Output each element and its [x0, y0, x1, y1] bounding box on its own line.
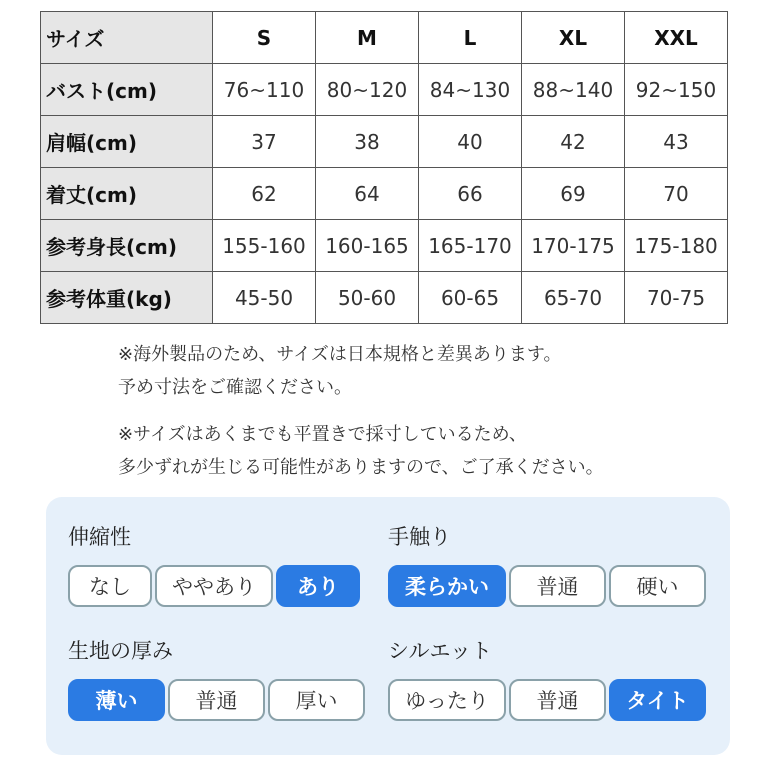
size-table — [40, 11, 728, 324]
size-note — [118, 338, 738, 404]
table-cell: 45-50 — [213, 272, 316, 324]
note-line: 多少ずれが生じる可能性がありますので、ご了承ください。 — [118, 457, 604, 478]
table-cell: 70-75 — [625, 272, 728, 324]
touch-option[interactable]: 硬い — [609, 565, 706, 607]
size-header-s: S — [213, 12, 316, 64]
stretch-option[interactable]: なし — [68, 565, 152, 607]
touch-title: 手触り — [388, 525, 451, 549]
thickness-group — [68, 637, 368, 721]
table-cell: 92~150 — [625, 64, 728, 116]
row-label: 参考体重(kg) — [41, 272, 213, 324]
stretch-group — [68, 523, 363, 607]
table-row — [41, 116, 728, 168]
stretch-option[interactable]: ややあり — [155, 565, 273, 607]
table-cell: 40 — [419, 116, 522, 168]
table-row — [41, 272, 728, 324]
silhouette-option[interactable]: ゆったり — [388, 679, 506, 721]
table-header-row — [41, 12, 728, 64]
table-row — [41, 220, 728, 272]
silhouette-option[interactable]: タイト — [609, 679, 706, 721]
note-line: ※海外製品のため、サイズは日本規格と差異あります。 — [118, 344, 562, 365]
fabric-attributes-panel — [46, 497, 730, 755]
table-cell: 155-160 — [213, 220, 316, 272]
table-cell: 160-165 — [316, 220, 419, 272]
table-cell: 70 — [625, 168, 728, 220]
thickness-option[interactable]: 普通 — [168, 679, 265, 721]
table-cell: 65-70 — [522, 272, 625, 324]
table-cell: 42 — [522, 116, 625, 168]
table-cell: 60-65 — [419, 272, 522, 324]
row-label: 参考身長(cm) — [41, 220, 213, 272]
silhouette-option[interactable]: 普通 — [509, 679, 606, 721]
measurement-note — [118, 418, 738, 484]
table-cell: 64 — [316, 168, 419, 220]
silhouette-title: シルエット — [388, 639, 493, 663]
table-cell: 175-180 — [625, 220, 728, 272]
table-cell: 84~130 — [419, 64, 522, 116]
stretch-title: 伸縮性 — [68, 525, 131, 549]
size-header-xl: XL — [522, 12, 625, 64]
row-label: 着丈(cm) — [41, 168, 213, 220]
touch-option[interactable]: 柔らかい — [388, 565, 506, 607]
table-cell: 50-60 — [316, 272, 419, 324]
touch-option[interactable]: 普通 — [509, 565, 606, 607]
thickness-title: 生地の厚み — [68, 639, 173, 663]
table-cell: 76~110 — [213, 64, 316, 116]
row-label: バスト(cm) — [41, 64, 213, 116]
stretch-option[interactable]: あり — [276, 565, 360, 607]
thickness-option[interactable]: 薄い — [68, 679, 165, 721]
size-header-m: M — [316, 12, 419, 64]
table-cell: 69 — [522, 168, 625, 220]
note-line: 予め寸法をご確認ください。 — [118, 377, 352, 398]
table-cell: 80~120 — [316, 64, 419, 116]
thickness-option[interactable]: 厚い — [268, 679, 365, 721]
note-line: ※サイズはあくまでも平置きで採寸しているため、 — [118, 424, 527, 445]
table-row — [41, 64, 728, 116]
row-label: 肩幅(cm) — [41, 116, 213, 168]
table-cell: 170-175 — [522, 220, 625, 272]
size-header-xxl: XXL — [625, 12, 728, 64]
table-cell: 66 — [419, 168, 522, 220]
touch-group — [388, 523, 709, 607]
table-cell: 165-170 — [419, 220, 522, 272]
table-row — [41, 168, 728, 220]
table-cell: 88~140 — [522, 64, 625, 116]
table-cell: 43 — [625, 116, 728, 168]
table-cell: 38 — [316, 116, 419, 168]
size-header-l: L — [419, 12, 522, 64]
table-cell: 62 — [213, 168, 316, 220]
table-cell: 37 — [213, 116, 316, 168]
table-header-label: サイズ — [41, 12, 213, 64]
silhouette-group — [388, 637, 709, 721]
